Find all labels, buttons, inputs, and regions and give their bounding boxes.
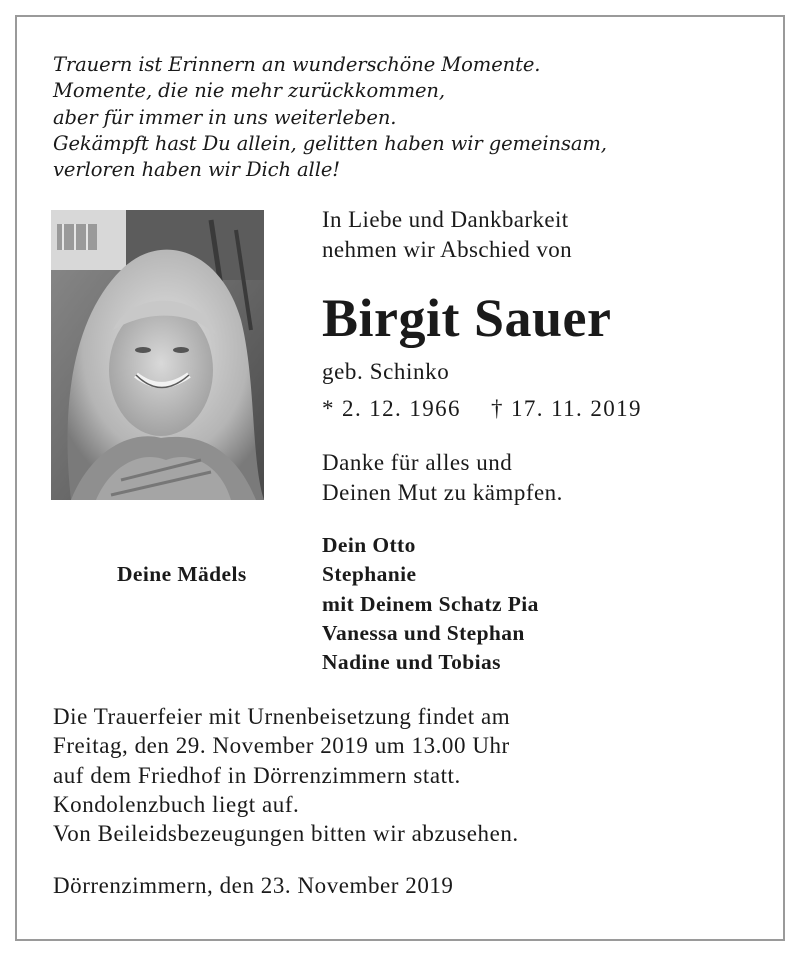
poem [53, 52, 607, 183]
thanks-text [322, 448, 563, 508]
info-line: auf dem Friedhof in Dörrenzimmern statt. [53, 762, 461, 788]
poem-line: Momente, die nie mehr zurückkommen, [53, 79, 445, 103]
info-line: Kondolenzbuch liegt auf. [53, 791, 300, 817]
maiden-name: geb. Schinko [322, 359, 450, 384]
birth-date: * 2. 12. 1966 [322, 396, 461, 421]
ceremony-info [53, 702, 519, 848]
mourner-name: Nadine und Tobias [322, 650, 501, 675]
mourner-name: Vanessa und Stephan [322, 620, 525, 645]
deceased-name: Birgit Sauer [322, 288, 612, 348]
mourner-name: Dein Otto [322, 533, 416, 557]
info-line: Von Beileidsbezeugungen bitten wir abzusehen. [53, 821, 519, 847]
portrait-photo-image [51, 210, 264, 500]
info-line: Freitag, den 29. November 2019 um 13.00 Uhr [53, 733, 510, 759]
poem-line: Gekämpft hast Du allein, gelitten haben wir gemeinsam, [53, 131, 607, 155]
mourner-group-label: Deine Mädels [117, 562, 247, 586]
intro-text [322, 205, 572, 265]
intro-line: nehmen wir Abschied von [322, 237, 573, 262]
mourner-name: mit Deinem Schatz Pia [322, 591, 539, 616]
mourners-list [322, 531, 539, 677]
portrait-photo [51, 210, 264, 500]
poem-line: aber für immer in uns weiterleben. [53, 105, 397, 129]
thanks-line: Deinen Mut zu kämpfen. [322, 480, 563, 505]
thanks-line: Danke für alles und [322, 450, 513, 475]
intro-line: In Liebe und Dankbarkeit [322, 207, 569, 232]
poem-line: Trauern ist Erinnern an wunderschöne Momente. [53, 53, 541, 76]
info-line: Die Trauerfeier mit Urnenbeisetzung findet am [53, 704, 511, 729]
place-and-date: Dörrenzimmern, den 23. November 2019 [53, 873, 454, 898]
life-dates [322, 394, 642, 424]
mourner-name: Stephanie [322, 562, 417, 587]
death-date: † 17. 11. 2019 [490, 396, 642, 421]
poem-line: verloren haben wir Dich alle! [53, 158, 341, 182]
